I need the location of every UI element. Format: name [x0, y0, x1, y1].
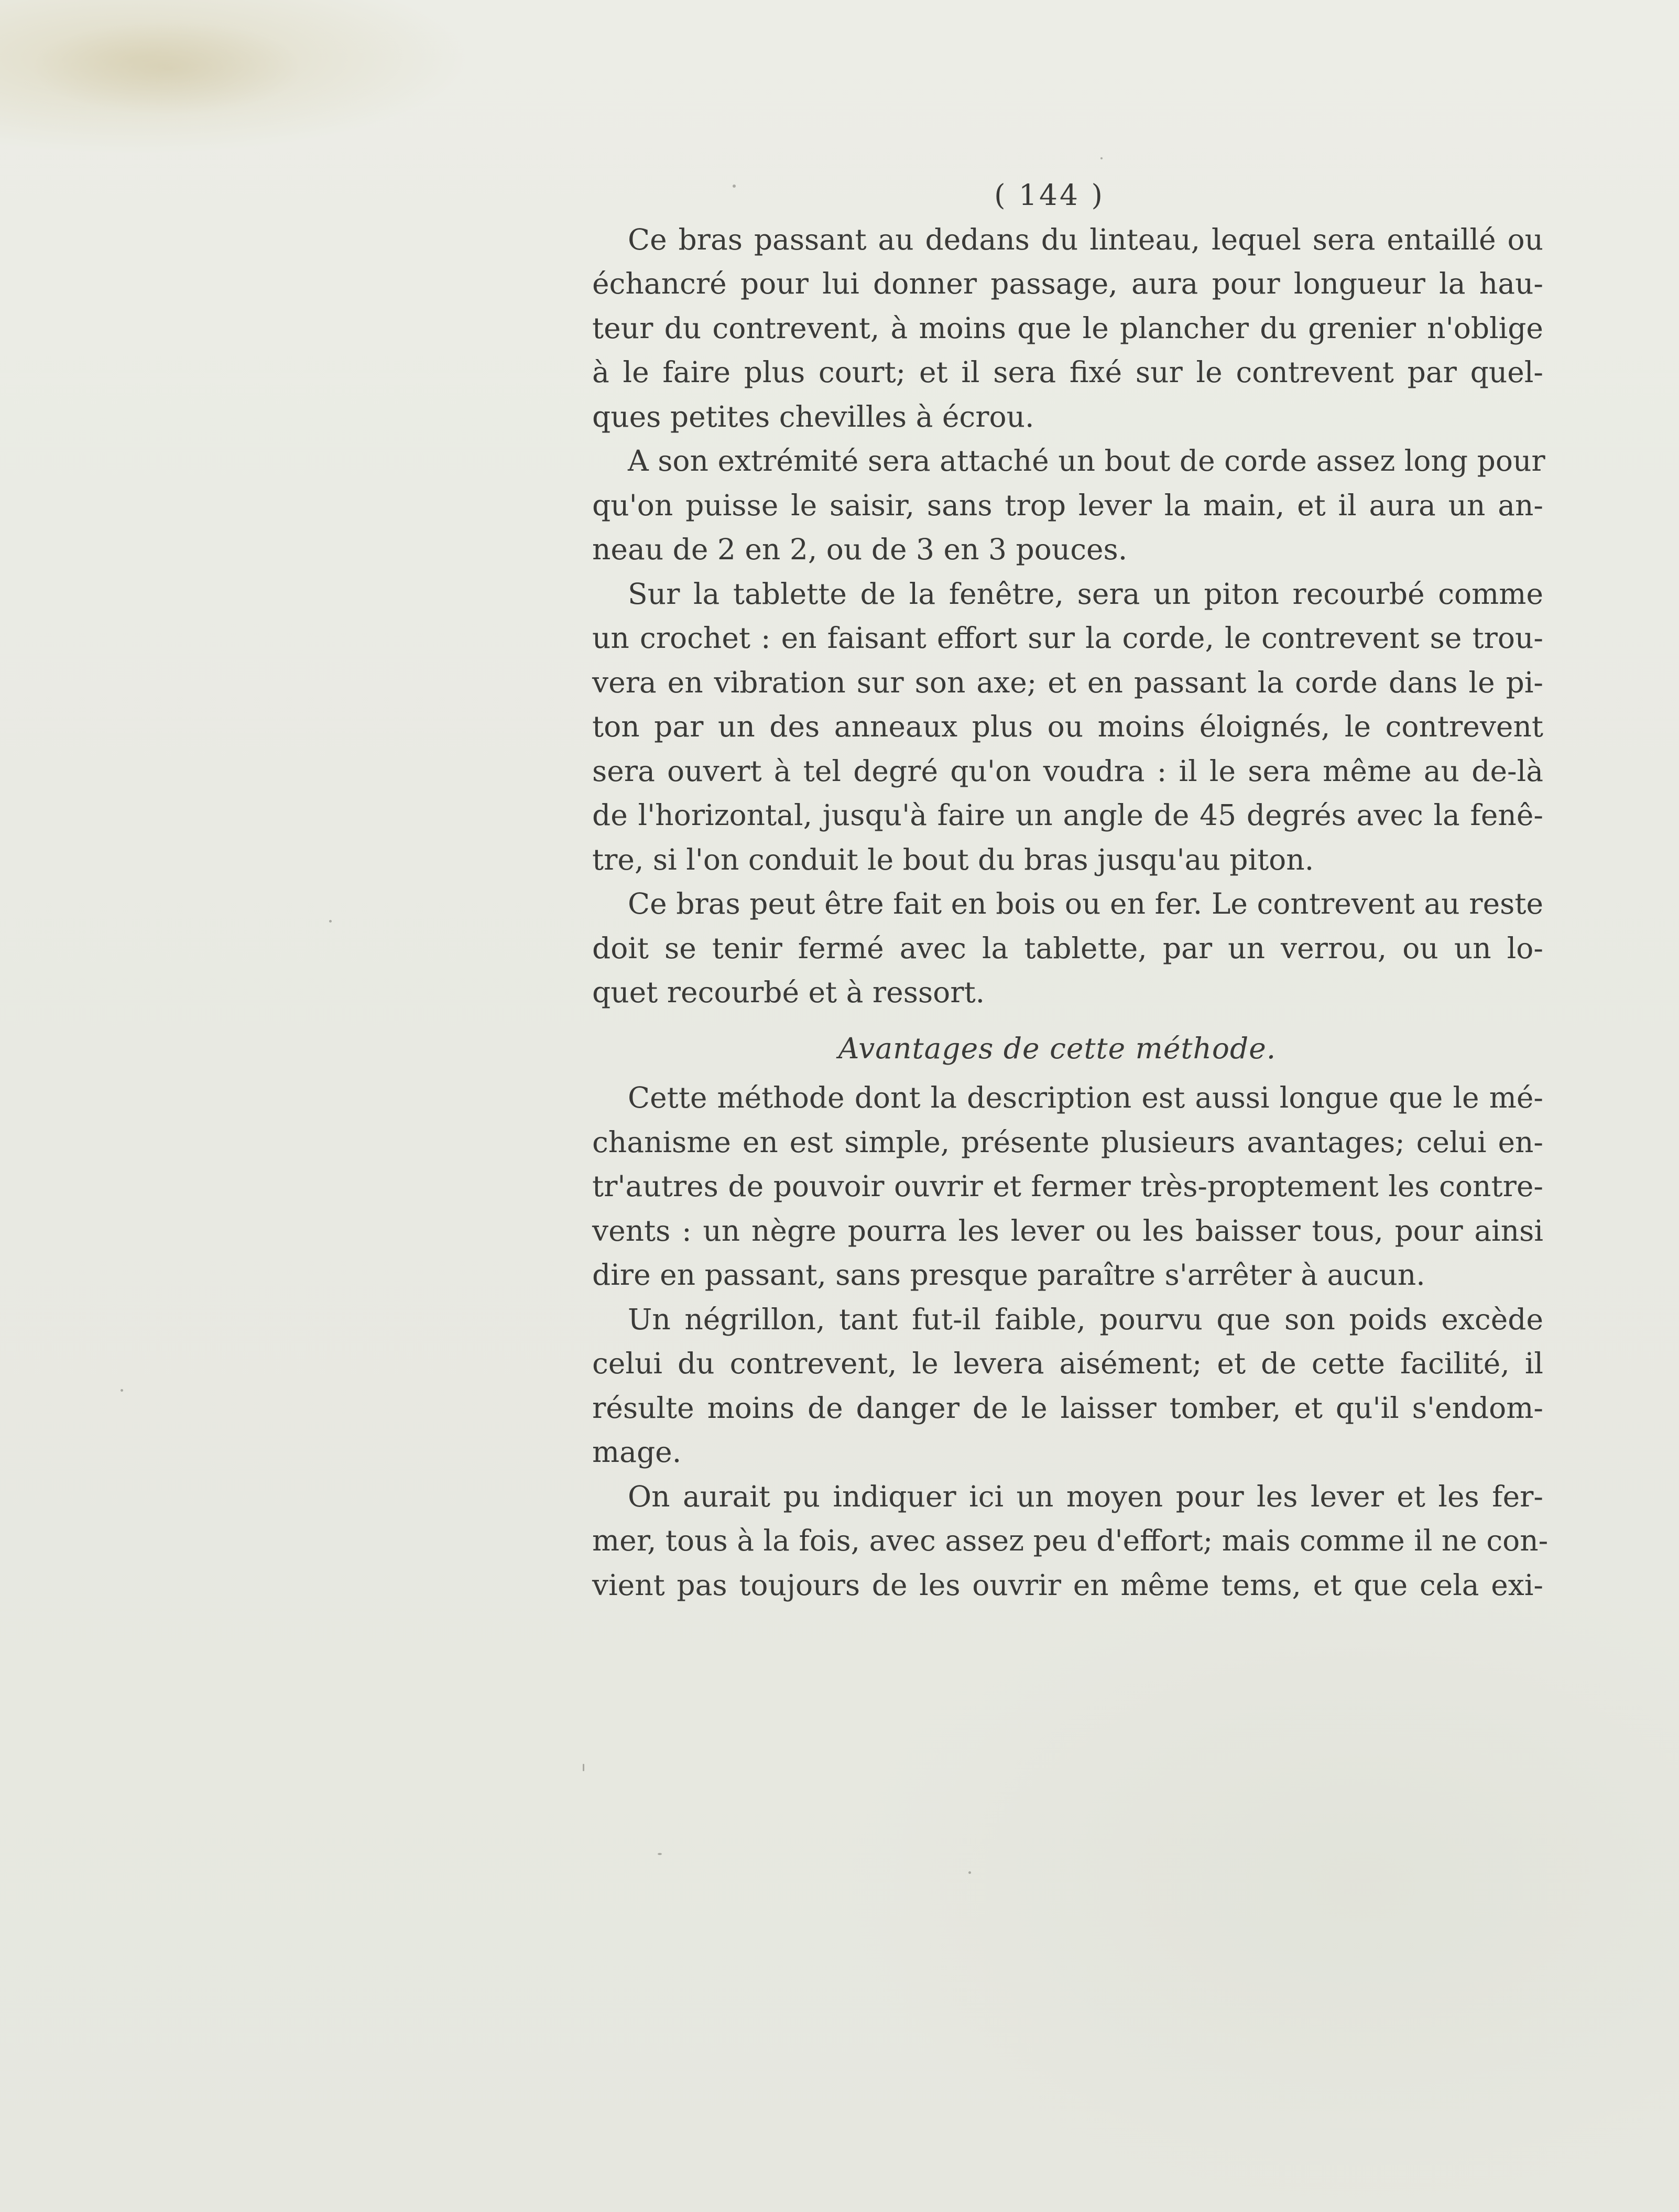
text-line: mage.	[592, 1435, 682, 1469]
text-line: tr'autres de pouvoir ouvrir et fermer très-proptement les contre-	[592, 1169, 1543, 1203]
ink-speck	[121, 1389, 123, 1392]
text-line: qu'on puisse le saisir, sans trop lever la main, et il aura un an-	[592, 488, 1543, 522]
text-line: vera en vibration sur son axe; et en passant la corde dans le pi-	[592, 665, 1543, 699]
ink-speck	[968, 1871, 971, 1874]
text-line: sera ouvert à tel degré qu'on voudra : il le sera même au de-là	[592, 754, 1543, 788]
paragraph	[592, 1297, 1543, 1474]
paragraph	[592, 439, 1543, 572]
ink-speck	[658, 1853, 662, 1855]
text-line: résulte moins de danger de le laisser tomber, et qu'il s'endom-	[592, 1391, 1543, 1425]
page-text	[592, 173, 1549, 1607]
text-line: un crochet : en faisant effort sur la corde, le contrevent se trou-	[592, 621, 1543, 655]
ink-speck	[329, 920, 332, 923]
text-line: On aurait pu indiquer ici un moyen pour les lever et les fer-	[628, 1479, 1543, 1513]
text-line: celui du contrevent, le levera aisément; et de cette facilité, il	[592, 1347, 1543, 1380]
paragraph	[592, 1474, 1549, 1608]
text-line: doit se tenir fermé avec la tablette, par un verrou, ou un lo-	[592, 931, 1543, 965]
text-line: A son extrémité sera attaché un bout de corde assez long pour	[628, 444, 1545, 478]
text-line: Cette méthode dont la description est aussi longue que le mé-	[628, 1081, 1543, 1114]
paragraph	[592, 572, 1543, 882]
text-line: vient pas toujours de les ouvrir en même tems, et que cela exi-	[592, 1568, 1543, 1602]
paragraph	[592, 218, 1543, 439]
text-line: ton par un des anneaux plus ou moins éloignés, le contrevent	[592, 710, 1543, 743]
text-line: Sur la tablette de la fenêtre, sera un piton recourbé comme	[628, 577, 1543, 611]
text-line: Ce bras peut être fait en bois ou en fer. Le contrevent au reste	[628, 887, 1543, 920]
text-line: à le faire plus court; et il sera fixé sur le contrevent par quel-	[592, 355, 1543, 389]
text-line: Un négrillon, tant fut-il faible, pourvu que son poids excède	[628, 1302, 1543, 1336]
text-line: chanisme en est simple, présente plusieurs avantages; celui en-	[592, 1125, 1543, 1159]
text-line: dire en passant, sans presque paraître s'arrêter à aucun.	[592, 1258, 1425, 1292]
section-heading: Avantages de cette méthode.	[838, 1031, 1277, 1065]
text-line: échancré pour lui donner passage, aura pour longueur la hau-	[592, 267, 1543, 300]
text-line: Ce bras passant au dedans du linteau, lequel sera entaillé ou	[628, 222, 1543, 256]
text-line: vents : un nègre pourra les lever ou les baisser tous, pour ainsi	[592, 1213, 1543, 1248]
text-line: teur du contrevent, à moins que le plancher du grenier n'oblige	[592, 311, 1543, 345]
text-line: tre, si l'on conduit le bout du bras jusqu'au piton.	[592, 842, 1314, 876]
text-line: ques petites chevilles à écrou.	[592, 399, 1034, 433]
paragraph	[592, 882, 1543, 1015]
ink-speck	[583, 1764, 584, 1771]
page-number: ( 144 )	[994, 178, 1105, 212]
text-line: quet recourbé et à ressort.	[592, 975, 985, 1009]
paper-stain	[31, 21, 304, 115]
text-line: neau de 2 en 2, ou de 3 en 3 pouces.	[592, 533, 1128, 566]
ink-speck	[1100, 157, 1103, 159]
text-line: de l'horizontal, jusqu'à faire un angle de 45 degrés avec la fenê-	[592, 798, 1543, 832]
text-line: mer, tous à la fois, avec assez peu d'effort; mais comme il ne con-	[592, 1524, 1549, 1557]
paragraph	[592, 1076, 1543, 1297]
